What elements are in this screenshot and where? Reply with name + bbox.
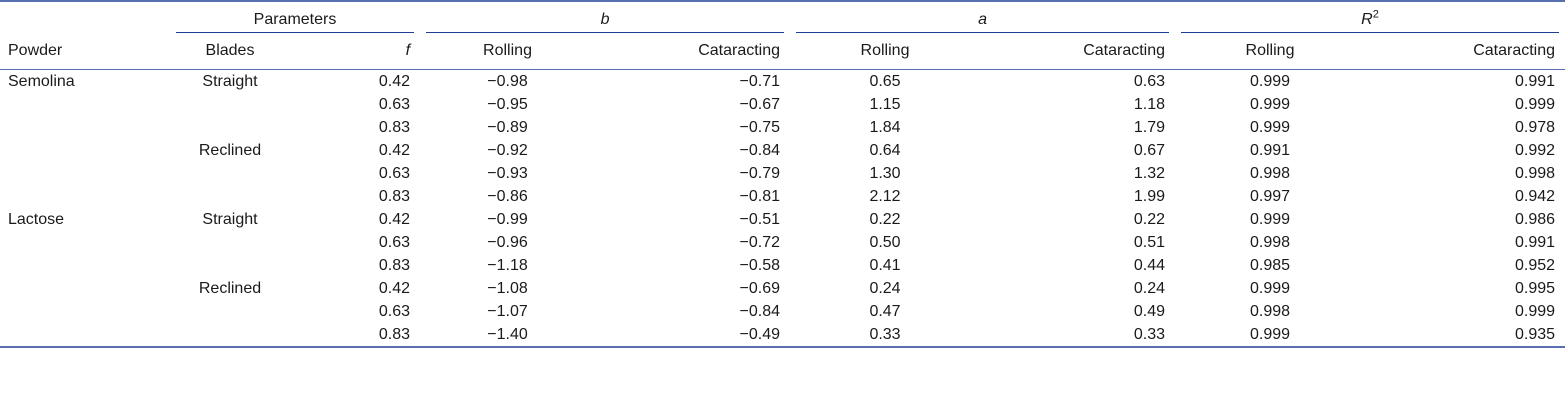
cell-a-rolling: 1.30 <box>869 165 901 182</box>
cell-powder <box>0 277 170 300</box>
cell-f: 0.42 <box>378 73 411 90</box>
table-row <box>0 116 1565 139</box>
cell-r2-cataracting: 0.952 <box>1514 257 1556 274</box>
table-row <box>0 93 1565 116</box>
cell-b-rolling: −1.40 <box>420 323 595 347</box>
cell-a-cataracting: 0.22 <box>1133 211 1166 228</box>
cell-blades: Straight <box>202 73 258 90</box>
cell-f: 0.63 <box>378 303 411 320</box>
table-row <box>0 300 1565 323</box>
cell-b-rolling: −0.98 <box>487 73 528 90</box>
cell-a-cataracting: 0.33 <box>980 323 1175 347</box>
header-group-b <box>420 1 790 33</box>
header-group-underline <box>796 32 1169 33</box>
cell-b-cataracting: −0.69 <box>739 280 781 297</box>
cell-b-rolling: −1.18 <box>487 257 528 274</box>
table-row <box>0 208 1565 231</box>
cell-r2-rolling: 0.999 <box>1249 211 1291 228</box>
column-header-a-cataracting: Cataracting <box>980 33 1175 70</box>
cell-b-cataracting: −0.81 <box>739 188 781 205</box>
cell-a-rolling: 0.41 <box>869 257 901 274</box>
cell-a-rolling: 0.22 <box>869 211 901 228</box>
cell-a-cataracting: 1.32 <box>1133 165 1166 182</box>
cell-powder: Lactose <box>8 211 65 228</box>
table-row <box>0 70 1565 94</box>
cell-a-cataracting: 0.24 <box>1133 280 1166 297</box>
cell-b-rolling: −0.96 <box>487 234 528 251</box>
cell-b-rolling: −0.92 <box>487 142 528 159</box>
cell-a-rolling: 0.33 <box>790 323 980 347</box>
cell-r2-rolling: 0.999 <box>1249 73 1291 90</box>
header-group-r2-superscript: 2 <box>1372 8 1379 21</box>
cell-b-rolling: −0.86 <box>487 188 528 205</box>
cell-r2-rolling: 0.999 <box>1249 96 1291 113</box>
cell-b-cataracting: −0.67 <box>739 96 781 113</box>
cell-a-rolling: 0.50 <box>869 234 901 251</box>
cell-a-rolling: 0.64 <box>869 142 901 159</box>
cell-f: 0.63 <box>378 234 411 251</box>
table-body <box>0 70 1565 348</box>
header-spacer <box>0 1 170 33</box>
cell-r2-cataracting: 0.998 <box>1514 165 1556 182</box>
cell-powder <box>0 116 170 139</box>
cell-powder <box>0 231 170 254</box>
cell-blades <box>170 93 290 116</box>
cell-powder <box>0 139 170 162</box>
cell-b-rolling: −1.08 <box>487 280 528 297</box>
cell-r2-rolling: 0.999 <box>1249 280 1291 297</box>
cell-blades <box>170 323 290 347</box>
cell-b-cataracting: −0.49 <box>595 323 790 347</box>
table-header <box>0 1 1565 70</box>
cell-a-cataracting: 0.67 <box>1133 142 1166 159</box>
cell-r2-rolling: 0.997 <box>1249 188 1291 205</box>
cell-a-cataracting: 1.99 <box>1133 188 1166 205</box>
cell-r2-rolling: 0.985 <box>1249 257 1291 274</box>
cell-r2-cataracting: 0.999 <box>1514 303 1556 320</box>
header-group-parameters-label: Parameters <box>253 11 337 28</box>
cell-a-rolling: 0.65 <box>869 73 901 90</box>
cell-r2-cataracting: 0.986 <box>1514 211 1556 228</box>
cell-blades <box>170 300 290 323</box>
cell-a-cataracting: 0.49 <box>1133 303 1166 320</box>
cell-a-rolling: 1.15 <box>869 96 901 113</box>
cell-f: 0.42 <box>378 280 411 297</box>
cell-powder: Semolina <box>8 73 75 90</box>
cell-a-cataracting: 1.18 <box>1133 96 1166 113</box>
table-row <box>0 162 1565 185</box>
cell-r2-rolling: 0.998 <box>1249 303 1291 320</box>
header-group-r2-base: R <box>1361 11 1373 28</box>
cell-powder <box>0 162 170 185</box>
cell-r2-cataracting: 0.991 <box>1514 73 1556 90</box>
cell-a-rolling: 0.47 <box>869 303 901 320</box>
header-group-underline <box>426 32 784 33</box>
cell-r2-cataracting: 0.999 <box>1514 96 1556 113</box>
column-header-b-rolling: Rolling <box>420 33 595 70</box>
cell-f: 0.83 <box>378 188 411 205</box>
cell-f: 0.83 <box>290 323 420 347</box>
header-column-row <box>0 33 1565 70</box>
cell-f: 0.42 <box>378 142 411 159</box>
cell-r2-cataracting: 0.978 <box>1514 119 1556 136</box>
cell-b-cataracting: −0.75 <box>739 119 781 136</box>
cell-r2-cataracting: 0.992 <box>1514 142 1556 159</box>
cell-a-rolling: 2.12 <box>869 188 901 205</box>
cell-b-cataracting: −0.84 <box>739 303 781 320</box>
cell-b-rolling: −1.07 <box>487 303 528 320</box>
cell-f: 0.42 <box>378 211 411 228</box>
header-group-a-label: a <box>978 11 987 28</box>
cell-r2-cataracting: 0.942 <box>1514 188 1556 205</box>
cell-b-cataracting: −0.72 <box>739 234 781 251</box>
cell-powder <box>0 323 170 347</box>
cell-powder <box>0 300 170 323</box>
column-header-a-rolling: Rolling <box>790 33 980 70</box>
column-header-r2-rolling: Rolling <box>1175 33 1365 70</box>
cell-blades: Reclined <box>198 280 262 297</box>
cell-b-rolling: −0.89 <box>487 119 528 136</box>
cell-b-cataracting: −0.79 <box>739 165 781 182</box>
header-group-parameters <box>170 1 420 33</box>
cell-b-cataracting: −0.58 <box>739 257 781 274</box>
cell-r2-cataracting: 0.995 <box>1514 280 1556 297</box>
cell-b-cataracting: −0.51 <box>739 211 781 228</box>
cell-powder <box>0 185 170 208</box>
table-row <box>0 185 1565 208</box>
cell-b-rolling: −0.93 <box>487 165 528 182</box>
cell-r2-rolling: 0.998 <box>1249 165 1291 182</box>
cell-a-rolling: 0.24 <box>869 280 901 297</box>
cell-r2-cataracting: 0.935 <box>1365 323 1565 347</box>
cell-f: 0.83 <box>378 257 411 274</box>
table-row <box>0 277 1565 300</box>
cell-a-rolling: 1.84 <box>869 119 901 136</box>
cell-blades: Reclined <box>198 142 262 159</box>
cell-a-cataracting: 1.79 <box>1133 119 1166 136</box>
cell-blades <box>170 116 290 139</box>
column-header-blades: Blades <box>170 33 290 70</box>
cell-b-cataracting: −0.71 <box>739 73 781 90</box>
cell-blades <box>170 231 290 254</box>
cell-blades: Straight <box>202 211 258 228</box>
cell-f: 0.63 <box>378 165 411 182</box>
cell-powder <box>0 254 170 277</box>
cell-r2-rolling: 0.998 <box>1249 234 1291 251</box>
table-row <box>0 254 1565 277</box>
header-group-b-label: b <box>600 11 610 28</box>
column-header-r2-cataracting: Cataracting <box>1365 33 1565 70</box>
cell-b-rolling: −0.99 <box>487 211 528 228</box>
table-row <box>0 139 1565 162</box>
cell-r2-rolling: 0.991 <box>1249 142 1291 159</box>
table-row <box>0 231 1565 254</box>
header-group-a <box>790 1 1175 33</box>
cell-a-cataracting: 0.44 <box>1133 257 1166 274</box>
cell-powder <box>0 93 170 116</box>
cell-r2-rolling: 0.999 <box>1175 323 1365 347</box>
header-group-r2 <box>1175 1 1565 33</box>
table-row <box>0 323 1565 347</box>
cell-r2-cataracting: 0.991 <box>1514 234 1556 251</box>
cell-f: 0.83 <box>378 119 411 136</box>
cell-b-cataracting: −0.84 <box>739 142 781 159</box>
header-group-underline <box>176 32 414 33</box>
cell-r2-rolling: 0.999 <box>1249 119 1291 136</box>
cell-a-cataracting: 0.63 <box>1133 73 1166 90</box>
header-group-row <box>0 1 1565 33</box>
cell-f: 0.63 <box>378 96 411 113</box>
header-group-r2-label <box>1175 8 1565 33</box>
cell-a-cataracting: 0.51 <box>1133 234 1166 251</box>
header-group-underline <box>1181 32 1559 33</box>
cell-blades <box>170 254 290 277</box>
cell-blades <box>170 185 290 208</box>
column-header-f: f <box>290 33 420 70</box>
cell-b-rolling: −0.95 <box>487 96 528 113</box>
cell-blades <box>170 162 290 185</box>
column-header-b-cataracting: Cataracting <box>595 33 790 70</box>
column-header-powder: Powder <box>0 33 170 70</box>
